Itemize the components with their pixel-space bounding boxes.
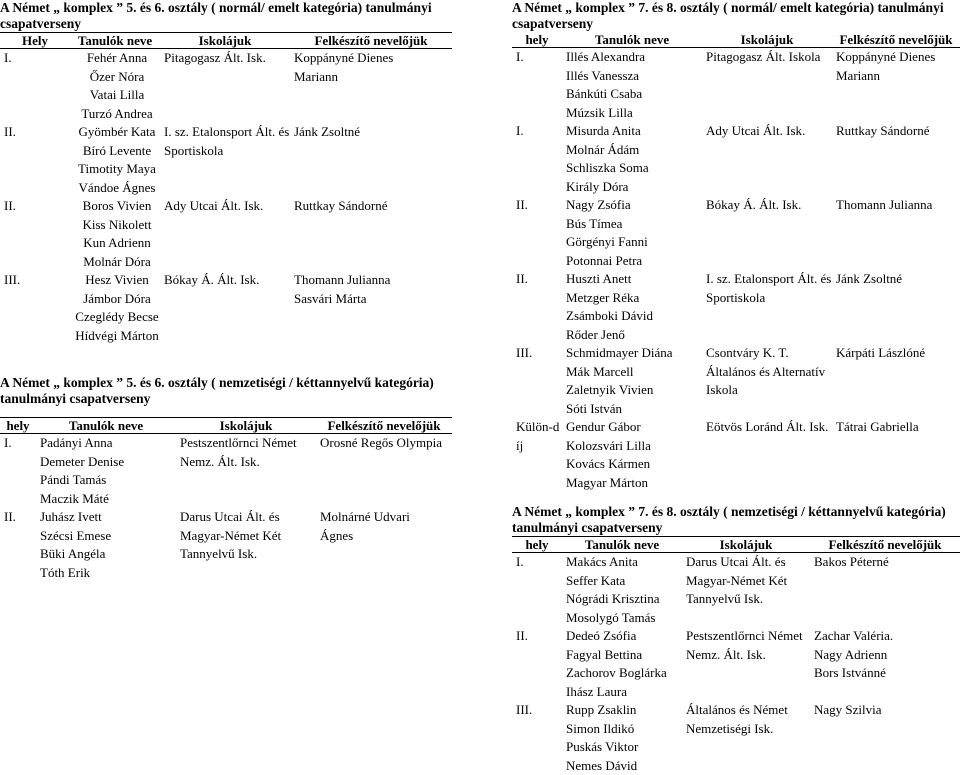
results-table bbox=[512, 32, 960, 492]
student-name: Padányi Anna bbox=[40, 434, 176, 453]
school-cell bbox=[160, 197, 290, 271]
school-line: Nemzetiségi Isk. bbox=[686, 720, 810, 739]
column-header: Iskolájuk bbox=[176, 418, 316, 434]
teacher-line: Tátrai Gabriella bbox=[836, 418, 960, 437]
school-line: I. sz. Etalonsport Ált. és bbox=[706, 270, 832, 289]
student-name: Vatai Lilla bbox=[74, 86, 160, 105]
teacher-cell bbox=[832, 344, 960, 418]
teacher-cell bbox=[810, 701, 960, 775]
student-name: Bánkúti Csaba bbox=[566, 85, 702, 104]
student-name: Sóti István bbox=[566, 400, 702, 419]
student-name: Puskás Viktor bbox=[566, 738, 682, 757]
school-cell bbox=[702, 270, 832, 344]
teacher-cell bbox=[832, 418, 960, 492]
student-name: Kovács Kármen bbox=[566, 455, 702, 474]
students-cell bbox=[562, 122, 702, 196]
student-name: Pándi Tamás bbox=[40, 471, 176, 490]
section-title: A Német „ komplex ” 5. és 6. osztály ( normál/ emelt kategória) tanulmányi csapatverseny bbox=[0, 0, 452, 32]
student-name: Kiss Nikolett bbox=[74, 216, 160, 235]
results-table bbox=[512, 536, 960, 775]
student-name: Fehér Anna bbox=[74, 49, 160, 68]
teacher-line: Thomann Julianna bbox=[836, 196, 960, 215]
column-header: Tanulók neve bbox=[562, 32, 702, 48]
teacher-cell bbox=[810, 627, 960, 701]
students-cell bbox=[562, 418, 702, 492]
students-cell bbox=[70, 123, 160, 197]
student-name: Hídvégi Márton bbox=[74, 327, 160, 346]
school-line: Ady Utcai Ált. Isk. bbox=[164, 197, 290, 216]
school-line: Magyar-Német Két bbox=[180, 527, 316, 546]
student-name: Nagy Zsófia bbox=[566, 196, 702, 215]
student-name: Mosolygó Tamás bbox=[566, 609, 682, 628]
student-name: Magyar Márton bbox=[566, 474, 702, 493]
teacher-cell bbox=[290, 197, 452, 271]
student-name: Zsámboki Dávid bbox=[566, 307, 702, 326]
table-row bbox=[0, 123, 452, 197]
students-cell bbox=[562, 553, 682, 628]
teacher-line: Nagy Szilvia bbox=[814, 701, 960, 720]
student-name: Demeter Denise bbox=[40, 453, 176, 472]
column-header: Iskolájuk bbox=[682, 537, 810, 553]
teacher-cell bbox=[290, 271, 452, 345]
teacher-line: Ruttkay Sándorné bbox=[294, 197, 452, 216]
student-name: Ihász Laura bbox=[566, 683, 682, 702]
table-row bbox=[0, 271, 452, 345]
students-cell bbox=[70, 271, 160, 345]
left-column bbox=[0, 0, 452, 582]
school-line: Sportiskola bbox=[706, 289, 832, 308]
teacher-line: Thomann Julianna bbox=[294, 271, 452, 290]
school-line: Csontváry K. T. bbox=[706, 344, 832, 363]
school-line: Pestszentlőrnci Német bbox=[686, 627, 810, 646]
school-line: Tannyelvű Isk. bbox=[686, 590, 810, 609]
student-name: Bús Tímea bbox=[566, 215, 702, 234]
school-cell bbox=[702, 196, 832, 270]
column-header: Felkészítő nevelőjük bbox=[832, 32, 960, 48]
student-name: Molnár Dóra bbox=[74, 253, 160, 272]
school-line: Darus Utcai Ált. és bbox=[686, 553, 810, 572]
teacher-line: Nagy Adrienn bbox=[814, 646, 960, 665]
school-cell bbox=[702, 418, 832, 492]
student-name: Rupp Zsaklin bbox=[566, 701, 682, 720]
student-name: Őzer Nóra bbox=[74, 68, 160, 87]
student-name: Múzsik Lilla bbox=[566, 104, 702, 123]
student-name: Zaletnyik Vivien bbox=[566, 381, 702, 400]
student-name: Timotity Maya bbox=[74, 160, 160, 179]
students-cell bbox=[562, 627, 682, 701]
place-cell: I. bbox=[512, 553, 562, 628]
place-cell: II. bbox=[0, 508, 36, 582]
student-name: Seffer Kata bbox=[566, 572, 682, 591]
student-name: Schmidmayer Diána bbox=[566, 344, 702, 363]
student-name: Rőder Jenő bbox=[566, 326, 702, 345]
place-cell: III. bbox=[0, 271, 70, 345]
students-cell bbox=[562, 701, 682, 775]
place-cell: II. bbox=[512, 270, 562, 344]
student-name: Illés Vanessza bbox=[566, 67, 702, 86]
table-row bbox=[0, 434, 452, 509]
school-line: Sportiskola bbox=[164, 142, 290, 161]
students-cell bbox=[36, 434, 176, 509]
school-cell bbox=[682, 701, 810, 775]
teacher-line: Molnárné Udvari bbox=[320, 508, 452, 527]
school-line: Ady Utcai Ált. Isk. bbox=[706, 122, 832, 141]
teacher-line: Bakos Péterné bbox=[814, 553, 960, 572]
students-cell bbox=[70, 197, 160, 271]
teacher-line: Ruttkay Sándorné bbox=[836, 122, 960, 141]
school-cell bbox=[160, 271, 290, 345]
teacher-cell bbox=[832, 122, 960, 196]
place-cell: II. bbox=[0, 123, 70, 197]
students-cell bbox=[36, 508, 176, 582]
table-row bbox=[0, 49, 452, 124]
school-cell bbox=[682, 553, 810, 628]
school-line: Nemz. Ált. Isk. bbox=[686, 646, 810, 665]
column-header: Tanulók neve bbox=[562, 537, 682, 553]
student-name: Király Dóra bbox=[566, 178, 702, 197]
student-name: Jámbor Dóra bbox=[74, 290, 160, 309]
place-cell: I. bbox=[0, 434, 36, 509]
teacher-line: Koppányné Dienes bbox=[294, 49, 452, 68]
teacher-cell bbox=[316, 434, 452, 509]
student-name: Dedeó Zsófia bbox=[566, 627, 682, 646]
teacher-line: Kárpáti Lászlóné bbox=[836, 344, 960, 363]
table-row bbox=[512, 627, 960, 701]
teacher-cell bbox=[832, 48, 960, 123]
column-header: Hely bbox=[0, 33, 70, 49]
school-line: Magyar-Német Két bbox=[686, 572, 810, 591]
school-cell bbox=[176, 434, 316, 509]
student-name: Makács Anita bbox=[566, 553, 682, 572]
section-title: A Német „ komplex ” 5. és 6. osztály ( nemzetiségi / kéttannyelvű kategória) tanulmányi csapatverseny bbox=[0, 375, 452, 407]
place-cell: I. bbox=[512, 122, 562, 196]
teacher-cell bbox=[832, 196, 960, 270]
place-cell: III. bbox=[512, 701, 562, 775]
teacher-cell bbox=[832, 270, 960, 344]
students-cell bbox=[562, 48, 702, 123]
results-table bbox=[0, 32, 452, 345]
student-name: Potonnai Petra bbox=[566, 252, 702, 271]
teacher-cell bbox=[290, 123, 452, 197]
school-cell bbox=[682, 627, 810, 701]
column-header: Felkészítő nevelőjük bbox=[290, 33, 452, 49]
student-name: Simon Ildikó bbox=[566, 720, 682, 739]
teacher-line: Sasvári Márta bbox=[294, 290, 452, 309]
school-cell bbox=[176, 508, 316, 582]
student-name: Bíró Levente bbox=[74, 142, 160, 161]
school-line: Pitagogasz Ált. Isk. bbox=[164, 49, 290, 68]
school-line: Általános és Alternatív bbox=[706, 363, 832, 382]
school-line: Pestszentlőrnci Német bbox=[180, 434, 316, 453]
teacher-line: Bors Istvánné bbox=[814, 664, 960, 683]
students-cell bbox=[562, 196, 702, 270]
student-name: Szécsi Emese bbox=[40, 527, 176, 546]
student-name: Mák Marcell bbox=[566, 363, 702, 382]
student-name: Nemes Dávid bbox=[566, 757, 682, 775]
teacher-cell bbox=[810, 553, 960, 628]
teacher-line: Jánk Zsoltné bbox=[836, 270, 960, 289]
place-cell: II. bbox=[512, 627, 562, 701]
school-cell bbox=[702, 122, 832, 196]
results-table bbox=[0, 417, 452, 582]
teacher-line: Mariann bbox=[294, 68, 452, 87]
place-cell: II. bbox=[512, 196, 562, 270]
student-name: Czeglédy Becse bbox=[74, 308, 160, 327]
student-name: Boros Vivien bbox=[74, 197, 160, 216]
table-row bbox=[512, 418, 960, 492]
student-name: Fagyal Bettina bbox=[566, 646, 682, 665]
school-cell bbox=[702, 344, 832, 418]
table-row bbox=[0, 197, 452, 271]
teacher-line: Ágnes bbox=[320, 527, 452, 546]
student-name: Juhász Ivett bbox=[40, 508, 176, 527]
student-name: Molnár Ádám bbox=[566, 141, 702, 160]
school-line: Pitagogasz Ált. Iskola bbox=[706, 48, 832, 67]
table-row bbox=[512, 270, 960, 344]
students-cell bbox=[562, 344, 702, 418]
section-title: A Német „ komplex ” 7. és 8. osztály ( normál/ emelt kategória) tanulmányi csapatverseny bbox=[512, 0, 960, 32]
school-line: Bókay Á. Ált. Isk. bbox=[706, 196, 832, 215]
student-name: Huszti Anett bbox=[566, 270, 702, 289]
school-line: I. sz. Etalonsport Ált. és bbox=[164, 123, 290, 142]
school-line: Nemz. Ált. Isk. bbox=[180, 453, 316, 472]
teacher-line: Orosné Regős Olympia bbox=[320, 434, 452, 453]
student-name: Gyömbér Kata bbox=[74, 123, 160, 142]
teacher-cell bbox=[290, 49, 452, 124]
place-cell: I. bbox=[0, 49, 70, 124]
column-header: Iskolájuk bbox=[702, 32, 832, 48]
teacher-line: Mariann bbox=[836, 67, 960, 86]
teacher-line: Jánk Zsoltné bbox=[294, 123, 452, 142]
section-title: A Német „ komplex ” 7. és 8. osztály ( nemzetiségi / kéttannyelvű kategória) tanulmányi csapatverseny bbox=[512, 504, 960, 536]
school-line: Darus Utcai Ált. és bbox=[180, 508, 316, 527]
student-name: Misurda Anita bbox=[566, 122, 702, 141]
students-cell bbox=[562, 270, 702, 344]
student-name: Büki Angéla bbox=[40, 545, 176, 564]
student-name: Zachorov Boglárka bbox=[566, 664, 682, 683]
student-name: Görgényi Fanni bbox=[566, 233, 702, 252]
student-name: Schliszka Soma bbox=[566, 159, 702, 178]
column-header: Iskolájuk bbox=[160, 33, 290, 49]
student-name: Gendur Gábor bbox=[566, 418, 702, 437]
students-cell bbox=[70, 49, 160, 124]
student-name: Illés Alexandra bbox=[566, 48, 702, 67]
student-name: Vándoe Ágnes bbox=[74, 179, 160, 198]
table-row bbox=[512, 122, 960, 196]
student-name: Tóth Erik bbox=[40, 564, 176, 583]
column-header: hely bbox=[512, 537, 562, 553]
teacher-line: Zachar Valéria. bbox=[814, 627, 960, 646]
student-name: Nógrádi Krisztina bbox=[566, 590, 682, 609]
student-name: Maczik Máté bbox=[40, 490, 176, 509]
place-cell: II. bbox=[0, 197, 70, 271]
teacher-line: Koppányné Dienes bbox=[836, 48, 960, 67]
place-cell: I. bbox=[512, 48, 562, 123]
table-row bbox=[512, 701, 960, 775]
school-cell bbox=[702, 48, 832, 123]
table-row bbox=[512, 344, 960, 418]
school-line: Tannyelvű Isk. bbox=[180, 545, 316, 564]
school-cell bbox=[160, 123, 290, 197]
teacher-cell bbox=[316, 508, 452, 582]
student-name: Kolozsvári Lilla bbox=[566, 437, 702, 456]
school-line: Iskola bbox=[706, 381, 832, 400]
school-line: Bókay Á. Ált. Isk. bbox=[164, 271, 290, 290]
place-cell: III. bbox=[512, 344, 562, 418]
column-header: Tanulók neve bbox=[36, 418, 176, 434]
column-header: hely bbox=[0, 418, 36, 434]
student-name: Hesz Vivien bbox=[74, 271, 160, 290]
right-column bbox=[512, 0, 960, 775]
column-header: Tanulók neve bbox=[70, 33, 160, 49]
column-header: Felkészítő nevelőjük bbox=[810, 537, 960, 553]
table-row bbox=[0, 508, 452, 582]
place-cell: Külön-díj bbox=[512, 418, 562, 492]
table-row bbox=[512, 48, 960, 123]
column-header: hely bbox=[512, 32, 562, 48]
student-name: Kun Adrienn bbox=[74, 234, 160, 253]
table-row bbox=[512, 196, 960, 270]
table-row bbox=[512, 553, 960, 628]
school-line: Eötvös Loránd Ált. Isk. bbox=[706, 418, 832, 437]
column-header: Felkészítő nevelőjük bbox=[316, 418, 452, 434]
school-cell bbox=[160, 49, 290, 124]
school-line: Általános és Német bbox=[686, 701, 810, 720]
student-name: Metzger Réka bbox=[566, 289, 702, 308]
student-name: Turzó Andrea bbox=[74, 105, 160, 124]
